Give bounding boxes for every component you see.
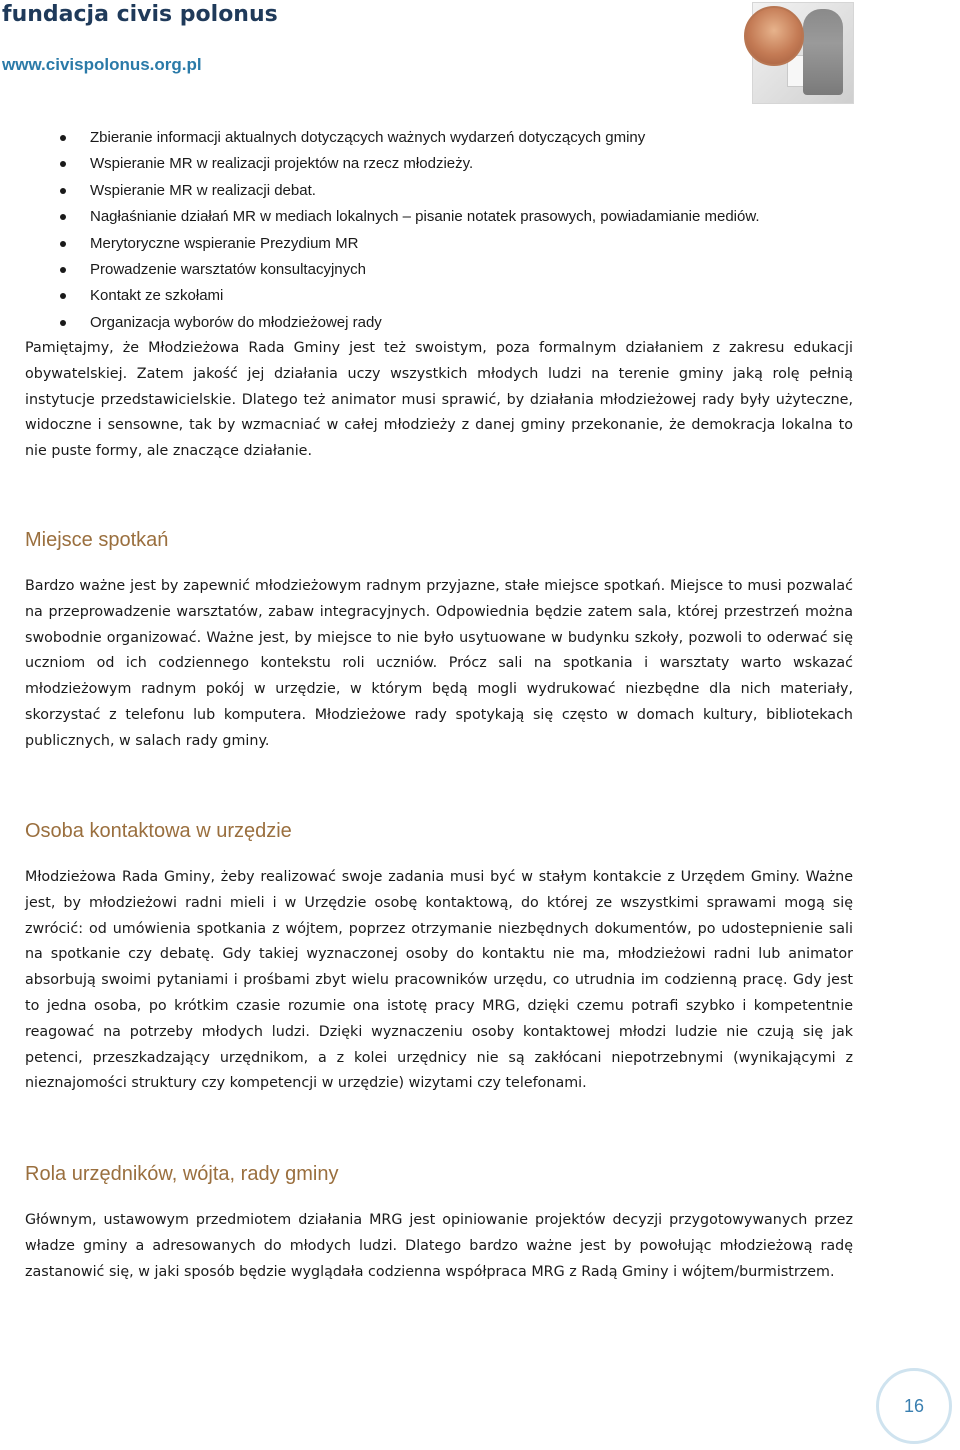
bullet-item: Kontakt ze szkołami (0, 283, 960, 309)
section-text-contact-person: Młodzieżowa Rada Gminy, żeby realizować swoje zadania musi być w stałym kontakcie z Urzędem Gminy. Ważne jest, by młodzieżowi radni mieli i w Urzędzie osobę kontaktową, do której ze wszystkimi sprawami mogą się zwrócić: od umówienia spotkania z wójtem, poprzez otrzymanie niezbędnych dokumentów, po udostepnienie sali na spotkanie czy debatę. Gdy takiej wyznaczonej osoby do kontaktu nie ma, młodzieżowi radni lub animator absorbują swoimi pytaniami i prośbami zbyt wielu pracowników urzędu, co utrudnia im codzienną pracę. Gdy jest to jedna osoba, po krótkim czasie rozumie ona istotę pracy MRG, dzięki czemu potrafi szybko i kompetentnie reagować na potrzeby młodych ludzi. Dzięki wyznaczeniu osoby kontaktowej młodzi ludzie nie czują się jak petenci, przeszkadzający urzędnikom, a z kolei urzędnicy nie są zakłócani niepotrzebnymi (wynikającymi z nieznajomości struktury czy kompetencji w urzędzie) wizytami czy telefonami. (25, 869, 853, 1092)
org-url-link[interactable]: www.civispolonus.org.pl (2, 55, 202, 74)
task-bullet-list (0, 125, 960, 336)
bullet-item: Prowadzenie warsztatów konsultacyjnych (0, 257, 960, 283)
page-header (0, 0, 960, 110)
header-photo-circle (744, 6, 804, 66)
bullet-item: Organizacja wyborów do młodzieżowej rady (0, 310, 960, 336)
page-number: 16 (876, 1368, 952, 1444)
bullet-item: Wspieranie MR w realizacji projektów na rzecz młodzieży. (0, 151, 960, 177)
section-heading-contact-person: Osoba kontaktowa w urzędzie (25, 820, 292, 842)
bullet-item: Zbieranie informacji aktualnych dotyczących ważnych wydarzeń dotyczących gminy (0, 125, 960, 151)
section-text-officials-role: Głównym, ustawowym przedmiotem działania MRG jest opiniowanie projektów decyzji przygotowywanych przez władze gminy a adresowanych do młodych ludzi. Dlatego bardzo ważne jest by powołując młodzieżową radę zastanowić się, w jaki sposób będzie wyglądała codzienna współpraca MRG z Radą Gminy i wójtem/burmistrzem. (25, 1212, 853, 1280)
bullet-item: Nagłaśnianie działań MR w mediach lokalnych – pisanie notatek prasowych, powiadamianie mediów. (0, 204, 960, 230)
section-heading-officials-role: Rola urzędników, wójta, rady gminy (25, 1163, 339, 1185)
photo-person-shape (803, 9, 843, 95)
section-heading-meeting-place: Miejsce spotkań (25, 529, 169, 551)
org-name: fundacja civis polonus (2, 2, 278, 27)
bullet-item: Wspieranie MR w realizacji debat. (0, 178, 960, 204)
bullet-item: Merytoryczne wspieranie Prezydium MR (0, 231, 960, 257)
section-text-meeting-place: Bardzo ważne jest by zapewnić młodzieżowym radnym przyjazne, stałe miejsce spotkań. Miejsce to musi pozwalać na przeprowadzenie warsztatów, zabaw integracyjnych. Odpowiednia będzie zatem sala, której przestrzeń można swobodnie organizować. Ważne jest, by miejsce to nie było usytuowane w budynku szkoły, pozwoli to oderwać się uczniom od ich codziennego kontekstu roli uczniów. Prócz sali na spotkania i warsztaty warto wskazać młodzieżowym radnym pokój w urzędzie, w którym będą mogli wydrukować niezbędne dla nich materiały, skorzystać z telefonu lub komputera. Młodzieżowe rady spotykają się często w domach kultury, bibliotekach publicznych, w salach rady gminy. (25, 578, 853, 749)
intro-paragraph: Pamiętajmy, że Młodzieżowa Rada Gminy jest też swoistym, poza formalnym działaniem z zakresu edukacji obywatelskiej. Zatem jakość jej działania uczy wszystkich młodych ludzi na terenie gminy jaką rolę pełnią instytucje przedstawicielskie. Dlatego też animator musi sprawić, by działania młodzieżowej rady były użyteczne, widoczne i sensowne, tak by wzmacniać w całej młodzieży z danej gminy przekonanie, że demokracja lokalna to nie puste formy, ale znaczące działanie. (25, 340, 853, 460)
